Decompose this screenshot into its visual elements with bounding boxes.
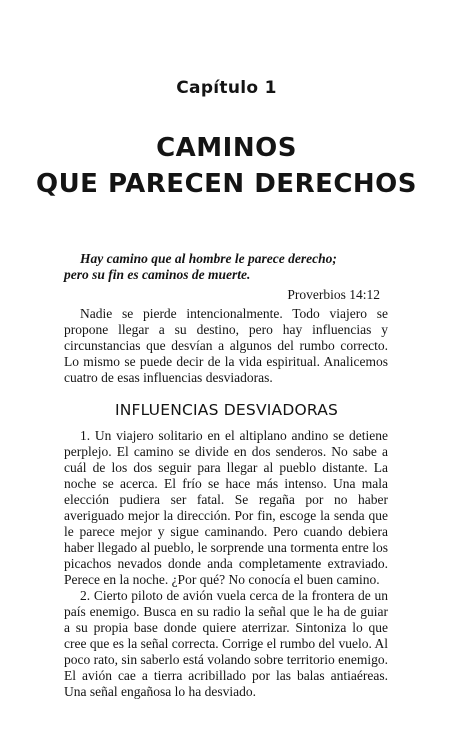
chapter-label: Capítulo 1 (176, 78, 277, 98)
chapter-title-line-1: CAMINOS (156, 133, 297, 163)
section-paragraph-2: 2. Cierto piloto de avión vuela cerca de la frontera de un país enemigo. Busca en su radio la señal que le ha de guiar a su propia base donde quiere aterrizar. Sintoniza lo que cree que es la señal correcta. Corrige el rumbo del vuelo. Al poco rato, sin saberlo está volando sobre territorio enemigo. El avión cae a tierra acribillado por las balas antiaéreas. Una señal engañosa lo ha desviado. (64, 588, 388, 699)
chapter-title-line-2: QUE PARECEN DERECHOS (35, 169, 418, 199)
intro-paragraph: Nadie se pierde intencionalmente. Todo viajero se propone llegar a su destino, pero hay influencias y circunstancias que desvían a algunos del rumbo correcto. Lo mismo se puede decir de la vida espiritual. Analicemos cuatro de esas influencias desviadoras. (64, 306, 388, 385)
section-body (64, 428, 388, 700)
epigraph-line-1: Hay camino que al hombre le parece derecho; (80, 251, 337, 266)
intro-text (64, 306, 388, 386)
epigraph-line-2: pero su fin es caminos de muerte. (64, 267, 251, 282)
epigraph-reference: Proverbios 14:12 (287, 287, 380, 302)
section-heading: INFLUENCIAS DESVIADORAS (114, 401, 339, 419)
section-paragraph-1: 1. Un viajero solitario en el altiplano andino se detiene perplejo. El camino se divide en dos senderos. No sabe a cuál de los dos seguir para llegar al pueblo distante. La noche se acerca. El frío se hace más intenso. Una mala elección pudiera ser fatal. Se regaña por no haber averiguado mejor la dirección. Por fin, escoge la senda que le parece mejor y sigue caminando. Pero cuando debiera haber llegado al pueblo, le sorprende una tormenta entre los picachos nevados donde anda completamente extraviado. Perece en la noche. ¿Por qué? No conocía el buen camino. (64, 428, 388, 587)
epigraph (64, 251, 384, 283)
